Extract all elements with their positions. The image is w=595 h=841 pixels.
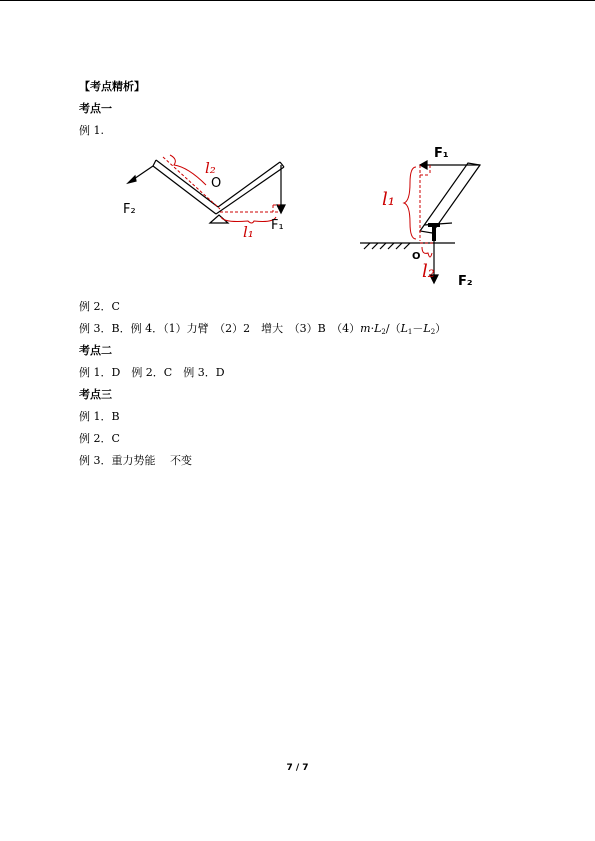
example-1-label: 例 1. [79, 124, 104, 137]
hammer-head [428, 223, 440, 227]
label-l2: l₂ [422, 261, 435, 282]
brace-l2 [170, 155, 206, 185]
label-f1: F₁ [434, 146, 449, 161]
label-f2: F₂ [123, 202, 136, 217]
fulcrum-triangle [210, 215, 228, 223]
force-f1-arrowhead [420, 161, 427, 169]
section-3-example-2: 例 2．C [79, 432, 120, 445]
label-f1: F₁ [271, 218, 284, 233]
brace-l2 [422, 247, 432, 257]
section-1-title: 考点一 [79, 102, 112, 115]
label-o: O [211, 176, 222, 191]
section-2-title: 考点二 [79, 344, 112, 357]
section-3-title: 考点三 [79, 388, 112, 401]
section-2-answers: 例 1．D 例 2．C 例 3．D [79, 366, 225, 379]
brace-l1 [404, 167, 416, 239]
label-l1: l₁ [382, 189, 395, 210]
example-3-4-answer: 例 3．B．例 4．（1）力臂 （2）2 增大 （3）B $(4)m\cdot L_2/(L_1-L_2)$ [79, 322, 447, 336]
lever-right-arm-lower [216, 167, 284, 214]
force-f1-arrowhead [277, 205, 285, 213]
page-top-rule [0, 0, 595, 1]
section-3-example-3: 例 3．重力势能 不变 [79, 454, 192, 467]
label-f2: F₂ [458, 274, 473, 289]
lever-figure-1 [118, 145, 303, 240]
force-f2-arrowhead [128, 176, 136, 183]
label-o: O [412, 251, 421, 262]
label-l1: l₁ [243, 223, 254, 240]
label-l2: l₂ [205, 159, 216, 177]
lever-right-arm-upper [218, 162, 280, 207]
section-3-example-1: 例 1．B [79, 410, 120, 423]
example-2-answer: 例 2．C [79, 300, 120, 313]
tilted-board [420, 163, 480, 233]
lever-figure-2 [360, 143, 500, 293]
section-heading: 【考点精析】 [79, 80, 145, 93]
page-number: 7 / 7 [286, 763, 309, 773]
